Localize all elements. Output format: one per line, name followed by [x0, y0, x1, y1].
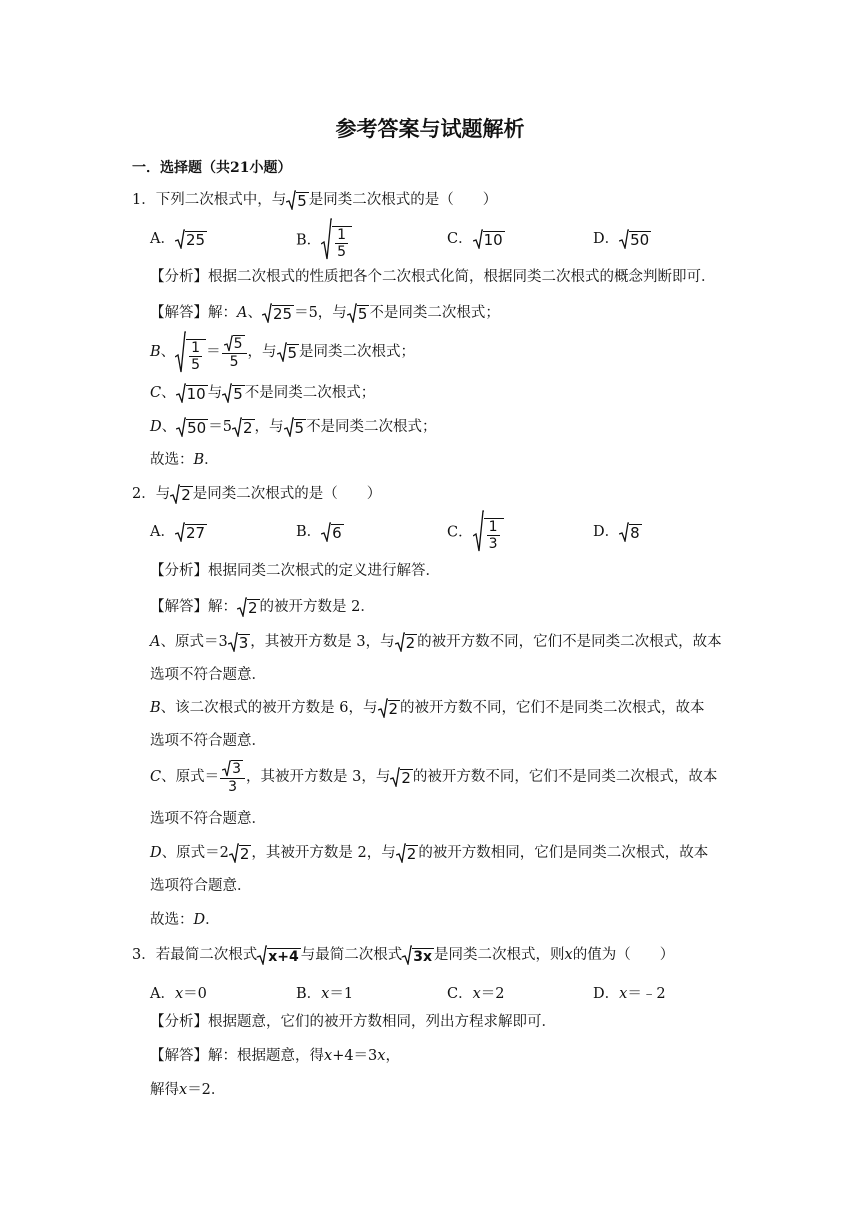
q2-option-b: [296, 520, 344, 542]
q2-number: 2．: [132, 486, 156, 502]
denominator: 5: [337, 244, 347, 261]
option-letter: C．: [447, 231, 473, 247]
q3-stem: 3．若最简二次根式 x+4 与最简二次根式 3x 是同类二次根式，则x的值为（ ）: [132, 947, 675, 965]
denominator: 5: [191, 357, 201, 374]
radicand: 2: [242, 418, 253, 437]
q3-option-a: A．x＝0: [150, 986, 207, 1002]
section-heading: 一．选择题（共21小题）: [132, 160, 292, 176]
sqrt-icon: [321, 218, 352, 260]
numerator: 1: [337, 226, 347, 243]
page-title: 参考答案与试题解析: [335, 116, 525, 141]
sqrt-icon: 3: [222, 760, 243, 777]
q1-solution-c: C、 10 与 5 不是同类二次根式；: [150, 384, 376, 403]
text: ，与: [247, 343, 277, 360]
text: 不是同类二次根式；: [244, 385, 376, 401]
q2-option-a: [150, 520, 207, 542]
sqrt-icon: [232, 417, 255, 437]
q3-final: 解得x＝2．: [150, 1082, 226, 1098]
q2-solution-c: C、原式＝ $\frac{3}{3}$ ，其被开方数是 3，与 2 的被开方数不同，它们不是同类二次根式，故本: [150, 761, 718, 796]
q2-answer: 故选：D．: [150, 912, 220, 928]
text: 与: [207, 385, 223, 401]
sqrt-icon: [395, 632, 418, 652]
sqrt-icon: [619, 229, 651, 249]
sqrt-icon: [396, 843, 419, 863]
sqrt-icon: [175, 522, 207, 542]
sqrt-icon: [175, 229, 207, 249]
answer-letter: B: [193, 452, 205, 468]
sqrt-icon: [286, 190, 309, 210]
answer-letter: D: [193, 912, 206, 928]
q1-option-b: [296, 218, 352, 260]
radicand: 5: [294, 418, 305, 437]
radicand: 8: [630, 523, 640, 542]
sqrt-icon: [176, 383, 208, 403]
radicand: 5: [287, 343, 298, 362]
option-letter: D．: [593, 231, 620, 247]
q2-option-d: [593, 520, 642, 542]
q1-option-a: [150, 227, 207, 249]
q2-solution-b-cont: 选项不符合题意．: [150, 733, 266, 749]
radicand: 2: [406, 844, 417, 863]
q2-solution-a: A、原式＝3 3 ，其被开方数是 3，与 2 的被开方数不同，它们不是同类二次根式，故本: [150, 633, 722, 652]
equals: ＝: [206, 343, 221, 360]
radicand: 6: [332, 523, 342, 542]
sqrt-icon: [390, 767, 413, 787]
sqrt-icon: [175, 331, 206, 373]
fraction: [189, 341, 202, 373]
numerator: [222, 335, 247, 354]
sqrt-icon: [176, 417, 208, 437]
sqrt-icon: [229, 843, 252, 863]
radicand: 25: [272, 304, 293, 323]
solution-label: 【解答】解：: [150, 305, 237, 321]
sqrt-icon: [378, 698, 401, 718]
choice-label: A: [237, 305, 248, 321]
numerator: 1: [488, 518, 498, 535]
choice-label: C: [150, 385, 162, 401]
radicand: x+4: [268, 948, 299, 965]
q2-option-c: [447, 510, 504, 552]
q3-option-d: D．x＝﹣2: [593, 986, 666, 1002]
sqrt-icon: [257, 945, 301, 965]
denominator: 3: [228, 779, 238, 796]
radicand: 2: [181, 485, 191, 504]
sqrt-icon: [473, 510, 504, 552]
fraction: [487, 520, 500, 552]
option-letter: D．: [593, 524, 620, 540]
radicand: 10: [483, 230, 503, 249]
sqrt-icon: [228, 632, 251, 652]
sqrt-icon: [222, 383, 245, 403]
q1-stem: [132, 190, 497, 210]
fraction: [220, 760, 245, 795]
text: ，与: [254, 419, 284, 435]
sqrt-icon: [619, 522, 642, 542]
option-letter: A．: [150, 524, 175, 540]
option-letter: C．: [447, 524, 473, 541]
radicand: 27: [185, 523, 206, 542]
text: ＝5，与: [294, 305, 347, 321]
q2-solution-intro: 【解答】解： 2 的被开方数是 2．: [150, 598, 375, 617]
q2-solution-a-cont: 选项不符合题意．: [150, 667, 266, 683]
radicand: 2: [248, 598, 258, 617]
q3-solution: 【解答】解：根据题意，得x+4＝3x，: [150, 1048, 400, 1064]
choice-label: B: [150, 343, 161, 360]
radicand: 2: [401, 769, 411, 788]
radicand: 25: [185, 230, 206, 249]
fraction: [222, 335, 247, 370]
q2-solution-c-cont: 选项不符合题意．: [150, 811, 266, 827]
sqrt-icon: [237, 597, 260, 617]
q1-solution-a: 【解答】解：A、 25 ＝5，与 5 不是同类二次根式；: [150, 304, 500, 323]
q1-number: 1．: [132, 192, 156, 208]
q1-solution-d: D、 50 ＝5 2 ，与 5 不是同类二次根式；: [150, 418, 437, 437]
radicand: 50: [187, 418, 207, 437]
option-letter: B．: [296, 524, 322, 540]
q3-number: 3．: [132, 947, 156, 963]
denominator: 3: [488, 536, 498, 553]
q1-stem-text-a: 下列二次根式中，与: [155, 192, 287, 208]
option-letter: A．: [150, 231, 175, 247]
radicand: 10: [186, 384, 206, 403]
sqrt-icon: [473, 229, 505, 249]
q1-option-d: [593, 227, 651, 249]
choice-label: D: [150, 419, 162, 435]
sqrt-icon: [284, 417, 307, 437]
numerator: [220, 760, 245, 779]
q3-option-b: B．x＝1: [296, 986, 354, 1002]
radicand: 3x: [413, 948, 433, 965]
q1-solution-b: B、 $\frac{1}{5}$ ＝ $\frac{5}{5}$ ，与 5 是同类二次根式；: [150, 331, 415, 373]
q3-option-c: C．x＝2: [447, 986, 505, 1002]
sqrt-icon: [402, 945, 434, 965]
q1-stem-text-b: 是同类二次根式的是（ ）: [308, 192, 498, 208]
q1-answer: 故选：B．: [150, 452, 219, 468]
sqrt-icon: [262, 303, 294, 323]
q1-analysis: 【分析】根据二次根式的性质把各个二次根式化简，根据同类二次根式的概念判断即可．: [150, 269, 716, 285]
radicand: 2: [405, 633, 416, 652]
radicand: 2: [388, 699, 399, 718]
radicand: 5: [297, 191, 307, 210]
radicand: 50: [630, 230, 650, 249]
numerator: 1: [191, 339, 201, 356]
radicand: 5: [233, 384, 243, 403]
q2-solution-d-cont: 选项符合题意．: [150, 878, 252, 894]
q1-option-c: [447, 227, 505, 249]
q3-analysis: 【分析】根据题意，它们的被开方数相同，列出方程求解即可．: [150, 1014, 556, 1030]
sqrt-icon: [347, 303, 370, 323]
denominator: 5: [229, 353, 239, 370]
text: 不是同类二次根式；: [369, 305, 500, 321]
radicand: 3: [238, 633, 249, 652]
sqrt-icon: 5: [224, 335, 245, 352]
option-letter: B．: [296, 232, 322, 249]
text: 不是同类二次根式；: [306, 419, 437, 435]
q2-solution-d: D、原式＝2 2 ，其被开方数是 2，与 2 的被开方数相同，它们是同类二次根式，故本: [150, 844, 709, 863]
sqrt-icon: [170, 484, 193, 504]
sqrt-icon: [277, 342, 300, 362]
sqrt-icon: [321, 522, 344, 542]
text: ＝5: [208, 419, 232, 435]
radicand: 5: [357, 304, 368, 323]
q2-stem: 2．与 2 是同类二次根式的是（ ）: [132, 485, 382, 504]
radicand: 2: [239, 844, 250, 863]
q2-solution-b: B、该二次根式的被开方数是 6，与 2 的被开方数不同，它们不是同类二次根式，故本: [150, 699, 705, 718]
text: 是同类二次根式；: [299, 343, 416, 360]
q2-analysis: 【分析】根据同类二次根式的定义进行解答．: [150, 563, 440, 579]
fraction: [335, 228, 348, 260]
